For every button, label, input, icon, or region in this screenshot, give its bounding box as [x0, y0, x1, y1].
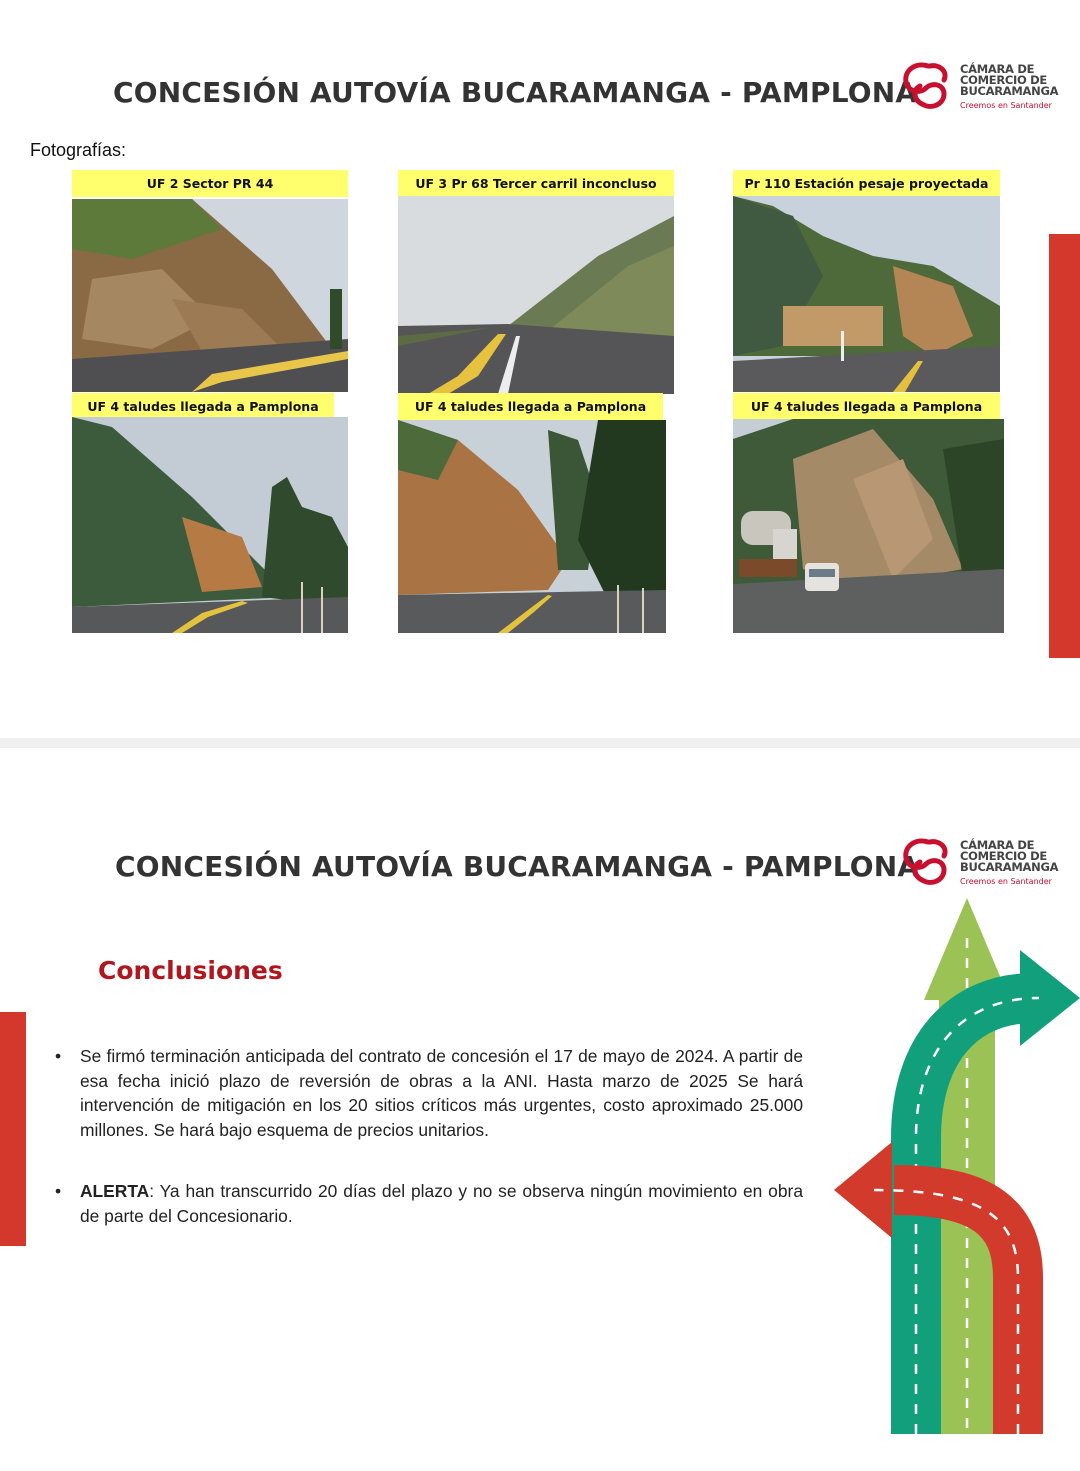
photo-rocky-slope	[72, 199, 348, 392]
photo-forest-slope	[72, 417, 348, 633]
slide-separator	[0, 738, 1080, 748]
conclusions-heading: Conclusiones	[98, 956, 283, 985]
decorative-side-bar	[1049, 234, 1080, 658]
arrows-road-icon	[834, 898, 1080, 1434]
slide-title: CONCESIÓN AUTOVÍA BUCARAMANGA - PAMPLONA	[113, 76, 918, 109]
photo-caption: Pr 110 Estación pesaje proyectada	[733, 170, 1000, 197]
photo-caption: UF 3 Pr 68 Tercer carril inconcluso	[398, 170, 674, 197]
logo-name: CÁMARA DE COMERCIO DE BUCARAMANGA	[960, 838, 1059, 874]
slide-title: CONCESIÓN AUTOVÍA BUCARAMANGA - PAMPLONA	[115, 850, 920, 883]
chamber-of-commerce-logo	[898, 58, 1068, 118]
photo-card	[72, 393, 348, 633]
bullet-dot-icon: •	[55, 1181, 62, 1201]
photo-card	[72, 170, 348, 392]
logo-mark-icon	[898, 834, 954, 894]
photo-card	[733, 393, 1004, 633]
list-item	[55, 1044, 803, 1142]
slide-conclusions	[0, 748, 1080, 1471]
photo-card	[398, 170, 674, 394]
bullet-text: Se firmó terminación anticipada del contrato de concesión el 17 de mayo de 2024. A partir de esa fecha inició plazo de reversión de obras a la ANI. Hasta marzo de 2025 Se hará intervención de mitigación en los 20 sitios críticos más urgentes, costo aproximado 25.000 millones. Se hará bajo esquema de precios unitarios.	[80, 1046, 803, 1140]
photos-label: Fotografías:	[30, 140, 127, 160]
bullet-dot-icon: •	[55, 1046, 62, 1066]
photo-card	[733, 170, 1000, 392]
photo-caption: UF 4 taludes llegada a Pamplona	[72, 393, 334, 420]
logo-tagline: Creemos en Santander	[960, 101, 1052, 110]
photo-pine-slope	[398, 420, 666, 633]
list-item	[55, 1179, 803, 1228]
alert-label: ALERTA	[80, 1181, 150, 1201]
logo-name: CÁMARA DE COMERCIO DE BUCARAMANGA	[960, 62, 1059, 98]
bullet-text: : Ya han transcurrido 20 días del plazo y no se observa ningún movimiento en obra de parte del Concesionario.	[80, 1181, 803, 1226]
photo-card	[398, 393, 666, 633]
photo-caption: UF 4 taludes llegada a Pamplona	[398, 393, 663, 420]
logo-mark-icon	[898, 58, 954, 118]
photo-misty-hillside	[398, 196, 674, 394]
photo-caption: UF 2 Sector PR 44	[72, 170, 348, 197]
photo-caption: UF 4 taludes llegada a Pamplona	[733, 393, 1000, 420]
chamber-of-commerce-logo	[898, 834, 1068, 894]
conclusions-list	[55, 1044, 803, 1228]
decorative-side-bar	[0, 1012, 26, 1246]
photo-meshed-slope	[733, 196, 1000, 392]
logo-tagline: Creemos en Santander	[960, 877, 1052, 886]
photo-landslide-tanker	[733, 419, 1004, 633]
